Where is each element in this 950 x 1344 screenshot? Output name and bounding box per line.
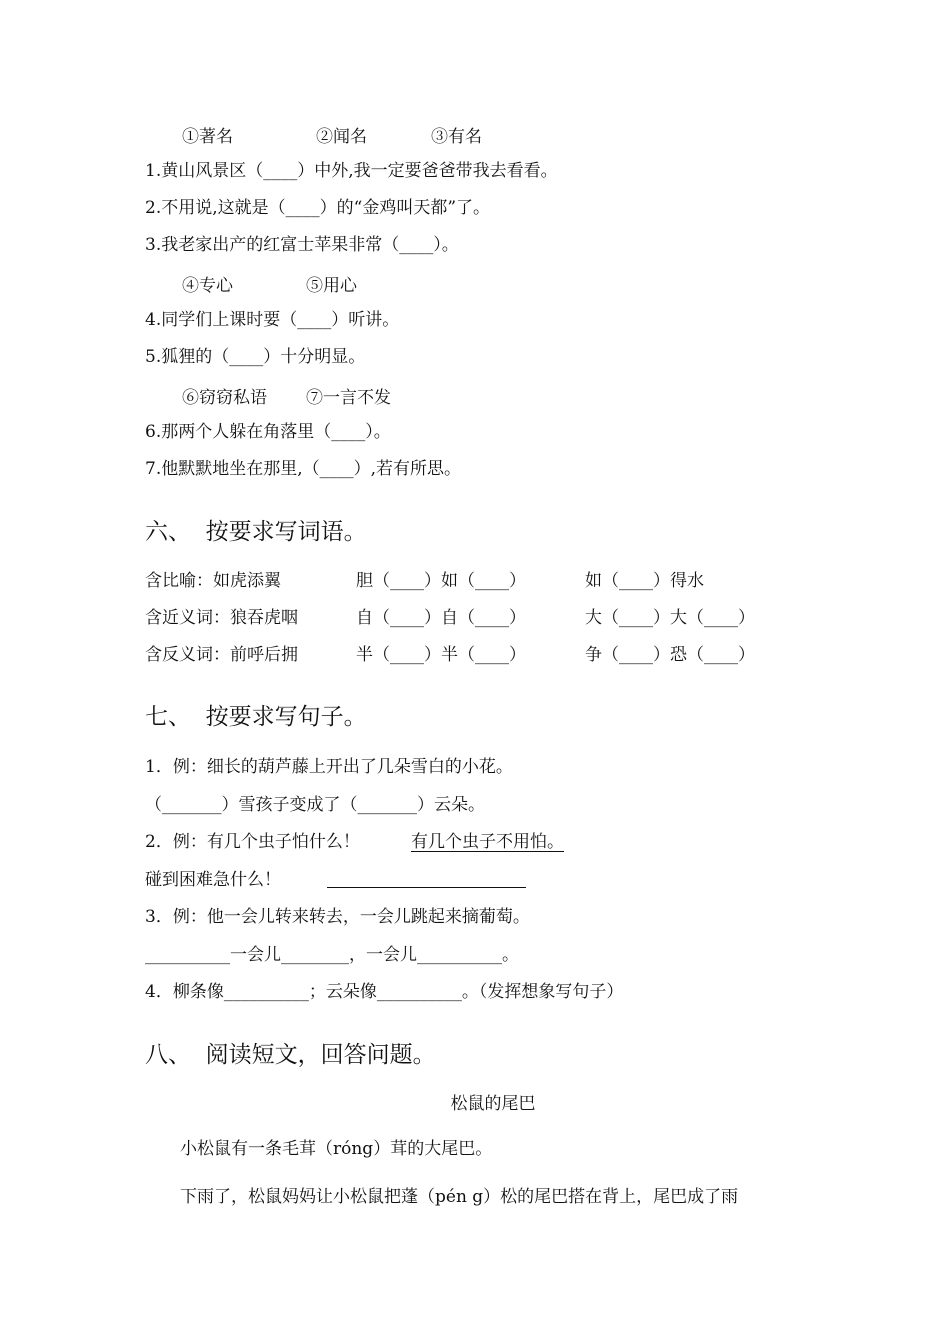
- option-2: ②闻名: [316, 127, 367, 147]
- row-2-label: 含近义词：狼吞虎咽: [145, 608, 298, 628]
- question-7: 7.他默默地坐在那里,（____）,若有所思。: [145, 459, 462, 479]
- sentence-4-task: 4．柳条像__________；云朵像__________。（发挥想象写句子）: [145, 982, 624, 1002]
- option-3: ③有名: [431, 127, 482, 147]
- passage-paragraph-1: 小松鼠有一条毛茸（róng）茸的大尾巴。: [180, 1139, 493, 1159]
- row-1-right: 如（____）得水: [585, 571, 704, 591]
- answer-blank-line: [327, 887, 526, 888]
- row-3-right: 争（____）恐（____）: [585, 645, 755, 665]
- question-5: 5.狐狸的（____）十分明显。: [145, 347, 366, 367]
- row-2-right: 大（____）大（____）: [585, 608, 755, 628]
- row-3-mid: 半（____）半（____）: [356, 645, 526, 665]
- row-1-mid: 胆（____）如（____）: [356, 571, 526, 591]
- sentence-3-example: 3．例：他一会儿转来转去，一会儿跳起来摘葡萄。: [145, 907, 530, 927]
- sentence-2-answer: 有几个虫子不用怕。: [411, 832, 564, 852]
- passage-paragraph-2: 下雨了，松鼠妈妈让小松鼠把蓬（pén g）松的尾巴搭在背上，尾巴成了雨: [180, 1187, 739, 1207]
- row-1-label: 含比喻：如虎添翼: [145, 571, 281, 591]
- question-1: 1.黄山风景区（____）中外,我一定要爸爸带我去看看。: [145, 161, 558, 181]
- section-6-heading: 六、 按要求写词语。: [145, 519, 367, 545]
- section-7-heading: 七、 按要求写句子。: [145, 704, 367, 730]
- row-3-label: 含反义词：前呼后拥: [145, 645, 298, 665]
- option-4: ④专心: [182, 276, 233, 296]
- question-2: 2.不用说,这就是（____）的“金鸡叫天都”了。: [145, 198, 491, 218]
- question-3: 3.我老家出产的红富士苹果非常（____）。: [145, 235, 459, 255]
- option-7: ⑦一言不发: [306, 388, 391, 408]
- option-5: ⑤用心: [306, 276, 357, 296]
- sentence-1-task: （_______）雪孩子变成了（_______）云朵。: [145, 795, 485, 815]
- option-1: ①著名: [182, 127, 233, 147]
- question-6: 6.那两个人躲在角落里（____）。: [145, 422, 391, 442]
- row-2-mid: 自（____）自（____）: [356, 608, 526, 628]
- sentence-2-task: 碰到困难急什么！: [145, 870, 281, 890]
- option-6: ⑥窃窃私语: [182, 388, 267, 408]
- sentence-1-example: 1．例：细长的葫芦藤上开出了几朵雪白的小花。: [145, 757, 513, 777]
- question-4: 4.同学们上课时要（____）听讲。: [145, 310, 400, 330]
- sentence-3-task: __________一会儿________，一会儿__________。: [145, 945, 519, 965]
- section-8-heading: 八、 阅读短文，回答问题。: [145, 1042, 436, 1068]
- passage-title: 松鼠的尾巴: [450, 1094, 536, 1114]
- sentence-2-example: 2．例：有几个虫子怕什么！: [145, 832, 360, 852]
